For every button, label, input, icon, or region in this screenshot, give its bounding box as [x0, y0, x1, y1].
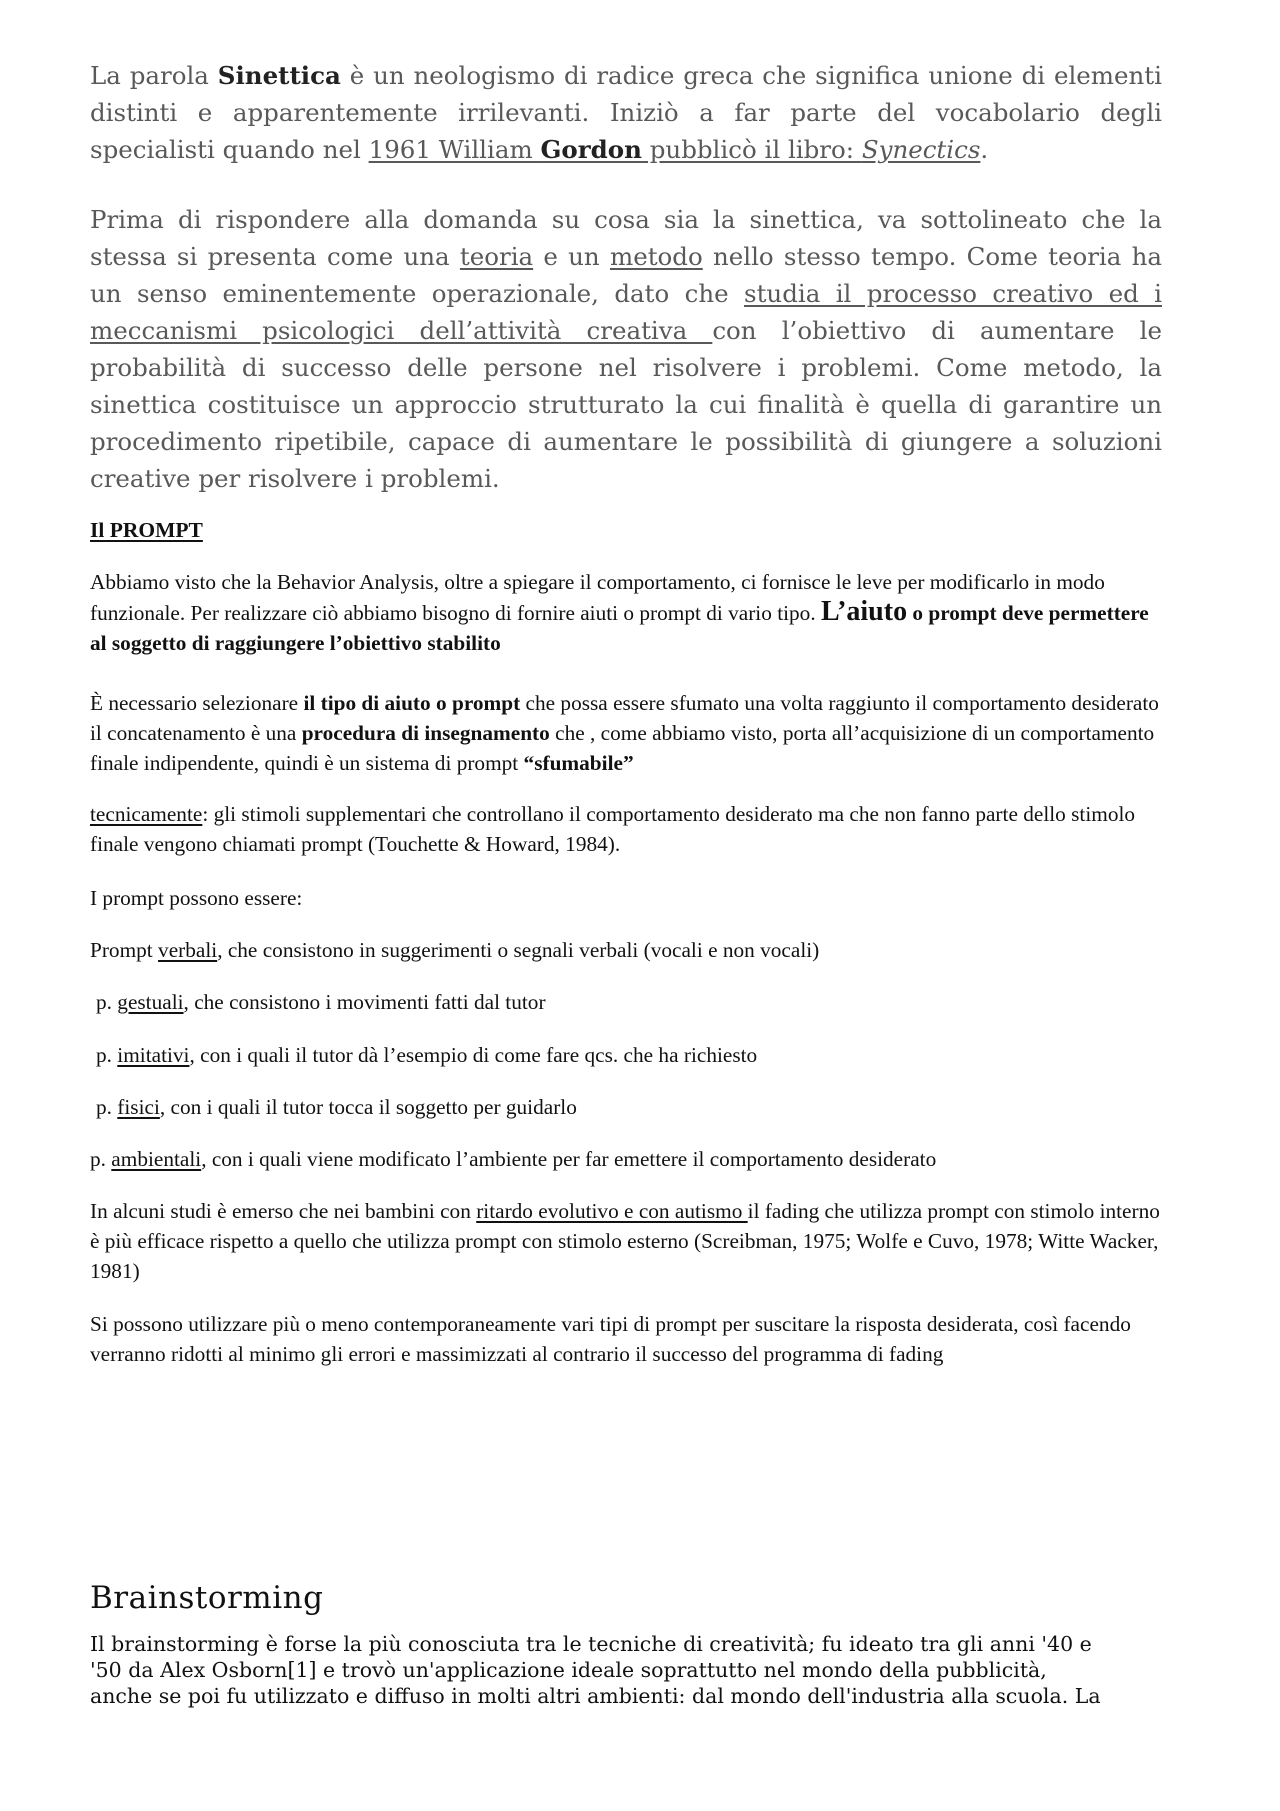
bold-term-sinettica: Sinettica [217, 61, 341, 90]
bold-text: o prompt deve permettere al soggetto di raggiungere l’obiettivo stabilito [90, 601, 1149, 655]
prompt-paragraph-studies [90, 1196, 1162, 1286]
prompt-type-ambientali [90, 1144, 1162, 1174]
section-title-prompt: Il PROMPT [90, 518, 203, 542]
book-title-synectics: Synectics [861, 135, 981, 164]
text: In alcuni studi è emerso che nei bambini con [90, 1199, 477, 1223]
text: , che consistono in suggerimenti o segnali verbali (vocali e non vocali) [217, 938, 820, 962]
prompt-type-verbali [90, 935, 1162, 965]
section-title-brainstorming: Brainstorming [90, 1580, 324, 1616]
underlined-processo-creativo: studia il processo creativo ed i meccanismi psicologici dell’attività creativa [90, 279, 1163, 345]
underlined-teoria: teoria [459, 242, 534, 271]
text: , che consistono i movimenti fatti dal tutor [183, 990, 546, 1014]
underlined-citation [369, 135, 981, 164]
prompt-type-imitativi [96, 1040, 1168, 1070]
text-line: '50 da Alex Osborn[1] e trovò un'applicazione ideale soprattutto nel mondo della pubblicità, [90, 1658, 1047, 1682]
text: che possa essere sfumato una volta raggiunto il comportamento desiderato il concatenamento è una [90, 691, 1159, 745]
underlined-term: ambientali [111, 1147, 202, 1171]
sinettica-paragraph-2 [90, 201, 1162, 497]
text: che , come abbiamo visto, porta all’acquisizione di un comportamento finale indipendente, quindi è un sistema di prompt [90, 721, 1155, 775]
text: , con i quali viene modificato l’ambiente per far emettere il comportamento desiderato [201, 1147, 937, 1171]
text: pubblicò il libro: [641, 135, 862, 164]
prompt-paragraph-2 [90, 688, 1162, 778]
bold-text: procedura di insegnamento [301, 721, 550, 745]
text: , con i quali il tutor tocca il soggetto per guidarlo [159, 1095, 577, 1119]
bold-author-gordon: Gordon [540, 135, 642, 164]
text: è un neologismo di radice greca che significa unione di elementi distinti e apparentemente irrilevanti. Iniziò a far parte del vocabolario degli specialisti quando nel [90, 61, 1162, 164]
underlined-term: fisici [117, 1095, 160, 1119]
prompt-type-gestuali [96, 987, 1168, 1017]
text: Prima di rispondere alla domanda su cosa sia la sinettica, va sottolineato che la stessa si presenta come una [90, 205, 1162, 271]
text: La parola [90, 61, 218, 90]
underlined-term: gestuali [117, 990, 184, 1014]
text: il fading che utilizza prompt con stimolo interno è più efficace rispetto a quello che utilizza prompt con stimolo esterno (Screibman, 1975; Wolfe e Cuvo, 1978; Witte Wacker, 1981) [90, 1199, 1160, 1283]
bold-text: “sfumabile” [523, 751, 634, 775]
text: 1961 William [368, 135, 541, 164]
text: Abbiamo visto che la Behavior Analysis, oltre a spiegare il comportamento, ci fornisce le leve per modificarlo in modo funzionale. Per realizzare ciò abbiamo bisogno di fornire aiuti o prompt di vario tipo. [90, 570, 1105, 625]
brainstorming-paragraph [90, 1631, 1162, 1709]
sinettica-paragraph-1 [90, 57, 1162, 168]
underlined-tecnicamente: tecnicamente [90, 802, 203, 826]
underlined-metodo: metodo [609, 242, 703, 271]
underlined-term: verbali [158, 938, 218, 962]
underlined-term: ritardo evolutivo e con autismo [476, 1199, 748, 1223]
text: e un [533, 242, 610, 271]
text: p. [96, 1095, 118, 1119]
bold-text: il tipo di aiuto o prompt [303, 691, 521, 715]
prompt-paragraph-4: I prompt possono essere: [90, 886, 303, 910]
text: p. [96, 1043, 118, 1067]
underlined-term: imitativi [117, 1043, 190, 1067]
text: , con i quali il tutor dà l’esempio di come fare qcs. che ha richiesto [189, 1043, 758, 1067]
text: p. [96, 990, 118, 1014]
text: . [980, 135, 989, 164]
text: È necessario selezionare [90, 691, 304, 715]
text: : gli stimoli supplementari che controllano il comportamento desiderato ma che non fanno parte dello stimolo finale vengono chiamati prompt (Touchette & Howard, 1984). [90, 802, 1136, 856]
prompt-type-fisici [96, 1092, 1168, 1122]
text: con l’obiettivo di aumentare le probabilità di successo delle persone nel risolvere i problemi. Come metodo, la sinettica costituisce un approccio strutturato la cui finalità è quella di garantire un procedimento ripetibile, capace di aumentare le possibilità di giungere a soluzioni creative per risolvere i problemi. [90, 316, 1162, 493]
bold-term-aiuto: L’aiuto [820, 596, 908, 627]
prompt-paragraph-3 [90, 799, 1162, 859]
text: nello stesso tempo. Come teoria ha un senso eminentemente operazionale, dato che [90, 242, 1162, 308]
prompt-paragraph-final: Si possono utilizzare più o meno contemporaneamente vari tipi di prompt per suscitare la risposta desiderata, così facendo verranno ridotti al minimo gli errori e massimizzati al contrario il successo del programma di fading [90, 1312, 1131, 1366]
text: p. [90, 1147, 112, 1171]
text: Prompt [90, 938, 159, 962]
text-line: anche se poi fu utilizzato e diffuso in molti altri ambienti: dal mondo dell'industria alla scuola. La [90, 1684, 1101, 1708]
text-line: Il brainstorming è forse la più conosciuta tra le tecniche di creatività; fu ideato tra gli anni '40 e [90, 1632, 1092, 1656]
prompt-paragraph-1 [90, 567, 1162, 658]
